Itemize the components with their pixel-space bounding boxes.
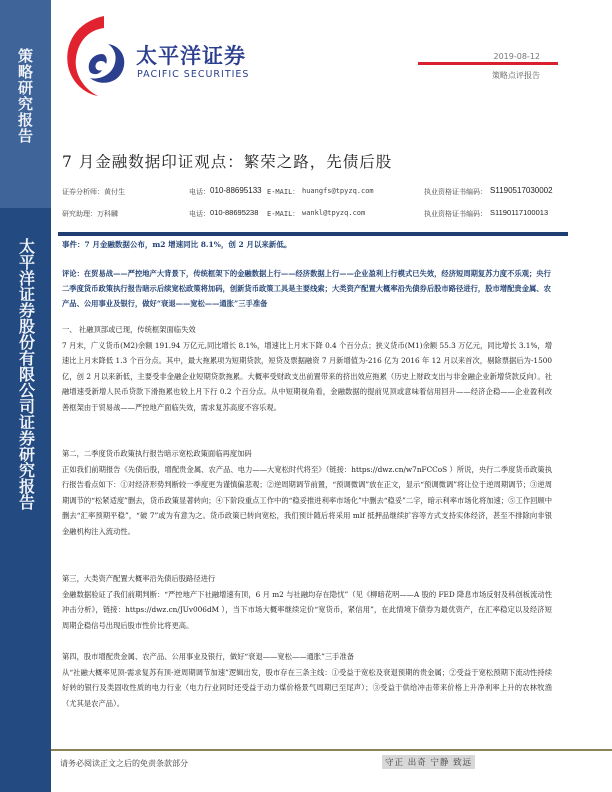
phone-number: 010-88695133	[210, 186, 262, 195]
section-heading: 一、 社融顶部或已现，传统框架面临失效	[62, 325, 196, 334]
cert-number: S1190117100013	[490, 208, 549, 217]
phone-label: 电话：	[189, 210, 210, 218]
company-motto: 守正 出奇 宁静 致远	[382, 755, 475, 769]
section-4	[62, 649, 552, 711]
section-1	[62, 322, 552, 416]
summary-divider	[58, 232, 568, 236]
pacific-securities-logo-icon	[64, 14, 134, 98]
author-role-name: 研究助理：万科麟	[62, 210, 118, 218]
header-divider	[418, 62, 558, 65]
section-3	[62, 571, 552, 633]
email-link[interactable]: huangfs@tpyzq.com	[302, 187, 374, 195]
section-heading: 第二，二季度货币政策执行报告暗示宽松政策面临再度加码	[62, 449, 252, 458]
section-body: 正如我们前期报告《先债后股，增配贵金属、农产品、电力——大宽松时代将至》（链接：https://dwz.cn/w7nFCCoS ）所说，央行二季度货币政策执行报告看点如下：①对经济形势判断较一季度更为谨慎偏悲观；②逆周期调节前置，“预调微调”放在正文，显示“预调微调”将让位于逆周期调节；③逆周期调节的“松紧适度”删去，货币政策显著转向；④下阶段重点工作中的“稳妥推进利率市场化”中删去“稳妥”二字，暗示利率市场化将加速；⑤工作回顾中删去“汇率预期平稳”，“破 7”或为有意为之。货币政策已转向宽松，我们预计随后将采用 mlf 抵押品继续扩容等方式支持实体经济，甚至不排除向非银金融机构注入流动性。	[62, 464, 552, 536]
comment-summary: 评论：在贸易战——严控地产大背景下，传统框架下的金融数据上行——经济数据上行——企业盈利上行模式已失效，经济短周期复苏力度不乐观；央行二季度货币政策执行报告暗示后续宽松政策将加码，创新货币政策工具是主要线索；大类资产配置大概率沿先债券后股市路径进行，股市增配贵金属、农产品、公用事业及银行，做好“衰退——宽松——通胀”三手准备	[62, 269, 551, 308]
section-body: 7 月末，广义货币(M2)余额 191.94 万亿元,同比增长 8.1%，增速比上月末下降 0.4 个百分点；狭义货币(M1)余额 55.3 万亿元，同比增长 3.1%，增速比上月末降低 1.3 个百分点。其中，最大拖累项为短期贷款，短贷及票据融资 7 月新增值为-216 亿为 2016 年 12 月以来首次，剔除票据后为-1500 亿，创 2 月以来新低，主要受非金融企业短期贷款拖累。大概率受财政支出前置带来的挤出效应拖累（历史上财政支出与非金融企业新增贷款反向）。社融增速受新增人民币贷款下滑拖累也较上月下行 0.2 个百分点。从中短期视角看，金融数据的提前见顶或意味着信用回升——经济企稳——企业盈利改善框架由于贸易战——严控地产面临失效，需求复苏高度不容乐观。	[62, 340, 552, 412]
report-title: 7 月金融数据印证观点：繁荣之路，先债后股	[62, 153, 393, 171]
email-link[interactable]: wankl@tpyzq.com	[302, 209, 366, 217]
email-label: E-MAIL：	[267, 210, 300, 218]
sidebar-company-label: 太平洋证券股份有限公司证券研究报告	[16, 238, 36, 510]
brand-name-en: PACIFIC SECURITIES	[137, 69, 250, 80]
section-body: 从“社融大概率见顶-需求复苏有顶-逆周期调节加速”逻辑出发，股市存在三条主线：①受益于宽松及衰退预期的贵金属；②受益于宽松预期下流动性持续好转的银行及类固收性质的电力行业（电力行业同时还受益于动力煤价格景气周期已至尾声）；③受益于供给冲击带来价格上升净利率上升的农林牧渔（尤其是农产品）。	[62, 667, 552, 708]
cert-label: 执业资格证书编码：	[424, 188, 487, 196]
email-label: E-MAIL：	[267, 188, 300, 196]
section-heading: 第四，股市增配贵金属、农产品、公用事业及银行，做好“衰退——宽松——通胀”三手准备	[62, 652, 355, 661]
report-type: 策略点评报告	[492, 71, 540, 80]
cert-number: S1190517030002	[490, 186, 553, 195]
section-body: 金融数据验证了我们前期判断：“严控地产下社融增速有顶，6 月 m2 与社融均存在隐忧”（见《柳暗花明——A 股的 FED 降息市场反射及科创板流动性冲击分析》，链接：https://dwz.cn/JUv006dM ），当下市场大概率继续定价“宽货币，紧信用”，在此情境下债券为最优资产，在汇率稳定以及经济短周期企稳信号出现后股市性价比将更高。	[62, 589, 552, 630]
brand-name-cn: 太平洋证券	[136, 44, 246, 68]
section-2	[62, 446, 552, 540]
author-role-name: 证券分析师：黄付生	[62, 188, 125, 196]
cert-label: 执业资格证书编码：	[424, 210, 487, 218]
event-summary: 事件：7 月金融数据公布，m2 增速同比 8.1%，创 2 月以来新低。	[62, 240, 292, 249]
sidebar-bottom-band	[0, 208, 51, 792]
section-heading: 第三，大类资产配置大概率沿先债后股路径进行	[62, 574, 216, 583]
disclaimer-note: 请务必阅读正文之后的免责条款部分	[60, 759, 188, 768]
phone-number: 010-88695238	[210, 208, 259, 217]
phone-label: 电话：	[189, 188, 210, 196]
footer-divider	[51, 749, 612, 751]
report-date: 2019-08-12	[493, 52, 540, 61]
sidebar-top-band	[0, 0, 51, 208]
sidebar-category-label: 策略研究报告	[16, 48, 34, 144]
